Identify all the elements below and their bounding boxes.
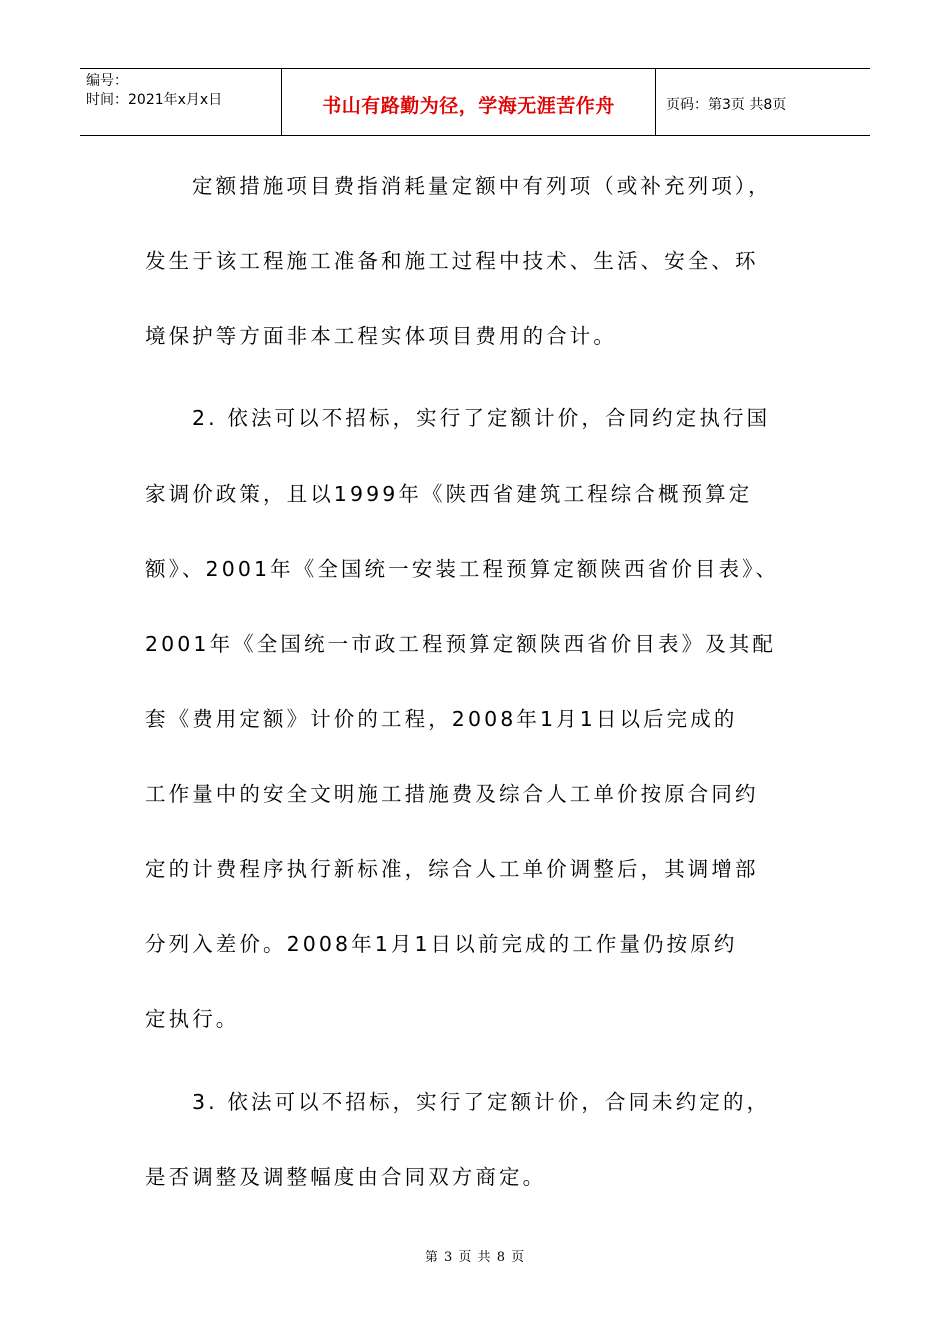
body-line: 2001年《全国统一市政工程预算定额陕西省价目表》及其配 (145, 632, 776, 656)
body-line: 额》、2001年《全国统一安装工程预算定额陕西省价目表》、 (145, 557, 780, 581)
header-page-info: 页码：第3页 共8页 (666, 97, 787, 113)
body-line: 是否调整及调整幅度由合同双方商定。 (145, 1165, 547, 1189)
body-line: 定额措施项目费指消耗量定额中有列项（或补充列项）， (192, 174, 772, 198)
body-line: 定的计费程序执行新标准，综合人工单价调整后，其调增部 (145, 857, 759, 881)
body-line: 套《费用定额》计价的工程，2008年1月1日以后完成的 (145, 707, 738, 731)
body-line: 2. 依法可以不招标，实行了定额计价，合同约定执行国 (192, 406, 771, 430)
body-line: 家调价政策，且以1999年《陕西省建筑工程综合概预算定 (145, 482, 753, 506)
body-line: 境保护等方面非本工程实体项目费用的合计。 (145, 324, 617, 348)
header-motto: 书山有路勤为径，学海无涯苦作舟 (322, 95, 615, 117)
page-footer: 第 3 页 共 8 页 (424, 1250, 526, 1265)
body-line: 定执行。 (145, 1007, 240, 1031)
body-line: 分列入差价。2008年1月1日以前完成的工作量仍按原约 (145, 932, 738, 956)
body-line: 工作量中的安全文明施工措施费及综合人工单价按原合同约 (145, 782, 759, 806)
body-line: 3. 依法可以不招标，实行了定额计价，合同未约定的， (192, 1090, 771, 1114)
body-line: 发生于该工程施工准备和施工过程中技术、生活、安全、环 (145, 249, 759, 273)
document-date-label: 时间：2021年x月x日 (86, 92, 223, 108)
document-number-label: 编号： (86, 73, 128, 89)
